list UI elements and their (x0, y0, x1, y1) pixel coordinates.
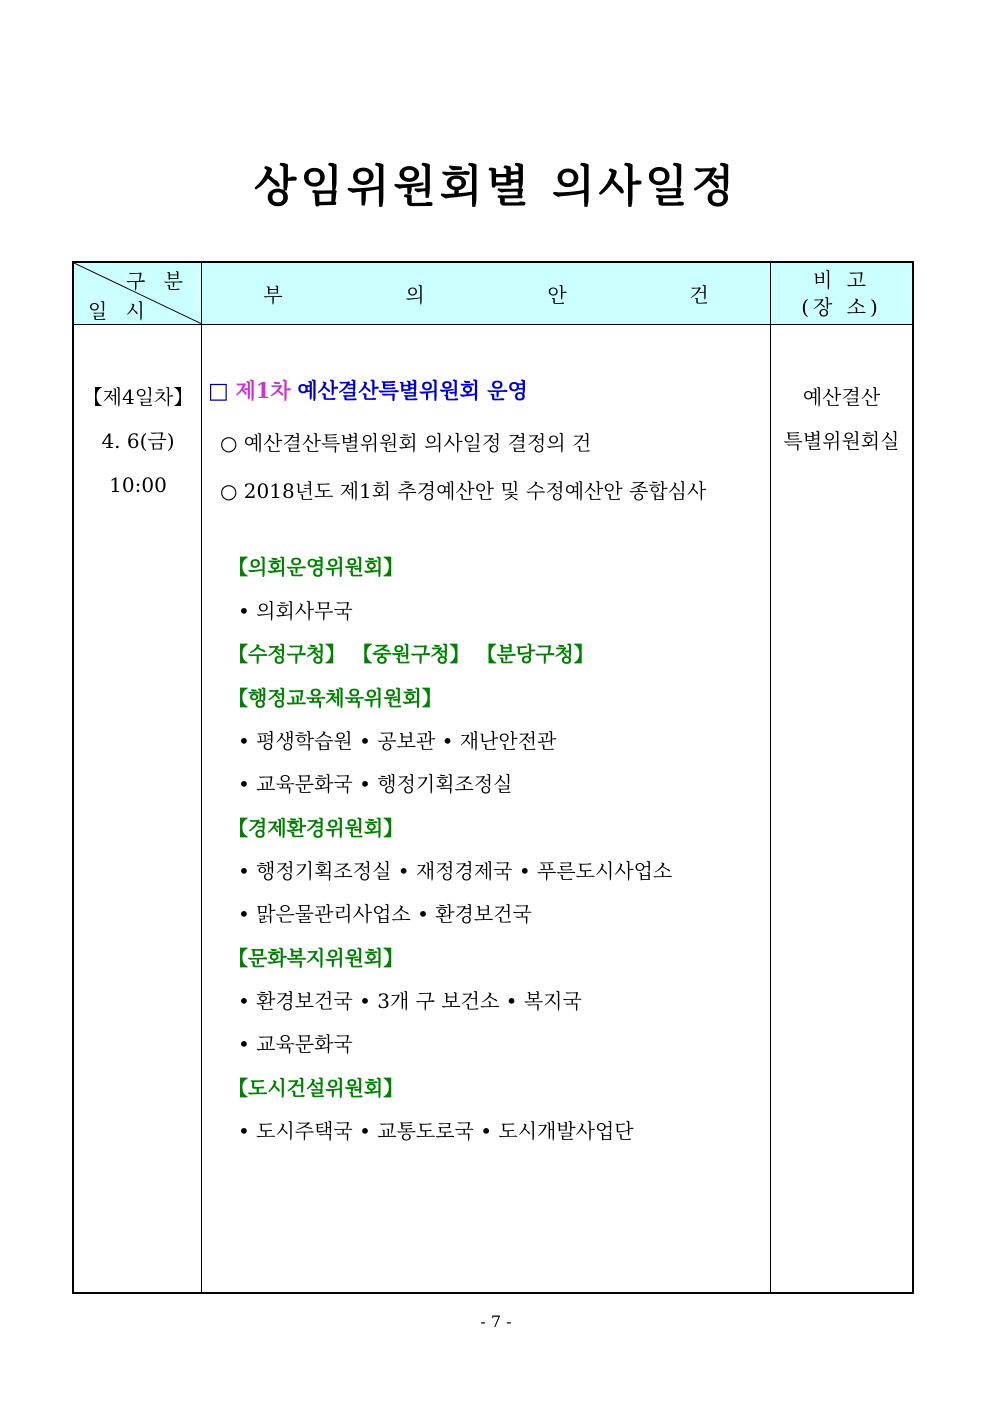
committee-line: • 환경보건국 • 3개 구 보건소 • 복지국 (238, 989, 582, 1013)
header-agenda-char: 안 (547, 283, 567, 307)
header-place-label: (장 소) (801, 295, 882, 319)
committee-heading: 【도시건설위원회】 (228, 1076, 404, 1100)
committee-heading: 【행정교육체육위원회】 (228, 686, 442, 710)
committee-heading: 【의회운영위원회】 (228, 555, 404, 579)
remarks-column (771, 375, 912, 463)
day-label: 【제4일차】 (82, 385, 194, 409)
session-name: 예산결산특별위원회 운영 (297, 378, 528, 403)
session-item: ○ 예산결산특별위원회 의사일정 결정의 건 (220, 431, 592, 455)
session-item: ○ 2018년도 제1회 추경예산안 및 수정예산안 종합심사 (220, 479, 707, 503)
header-agenda (202, 279, 770, 308)
header-agenda-char: 부 (263, 283, 283, 307)
committee-line: • 평생학습원 • 공보관 • 재난안전관 (238, 729, 557, 753)
session-number: 제1차 (235, 378, 291, 403)
remark-line: 예산결산 (802, 385, 881, 409)
committee-line: • 맑은물관리사업소 • 환경보건국 (238, 902, 532, 926)
header-agenda-char: 건 (689, 283, 709, 307)
remark-line: 특별위원회실 (783, 429, 900, 453)
day-time: 10:00 (109, 473, 167, 497)
header-category: 구 분 (126, 269, 189, 293)
agenda-table (72, 261, 914, 1294)
header-remarks (771, 267, 912, 321)
committee-line: • 도시주택국 • 교통도로국 • 도시개발사업단 (238, 1119, 634, 1143)
page-number: - 7 - (480, 1312, 512, 1331)
committee-line: • 교육문화국 (238, 1032, 353, 1056)
header-agenda-char: 의 (405, 283, 425, 307)
day-column (74, 375, 202, 507)
committee-heading: 【문화복지위원회】 (228, 946, 404, 970)
square-bullet-icon: □ (208, 379, 229, 404)
committee-line: • 행정기획조정실 • 재정경제국 • 푸른도시사업소 (238, 859, 673, 883)
session-heading (208, 375, 528, 405)
header-datetime: 일 시 (88, 299, 151, 323)
committee-heading: 【경제환경위원회】 (228, 816, 404, 840)
day-date: 4. 6(금) (101, 429, 175, 453)
committee-line: • 의회사무국 (238, 599, 353, 623)
header-remarks-label: 비 고 (813, 268, 870, 292)
table-header (74, 263, 912, 325)
committee-heading: 【수정구청】 【중원구청】 【분당구청】 (228, 642, 594, 666)
page-title: 상임위원회별 의사일정 (253, 161, 739, 212)
committee-line: • 교육문화국 • 행정기획조정실 (238, 772, 513, 796)
